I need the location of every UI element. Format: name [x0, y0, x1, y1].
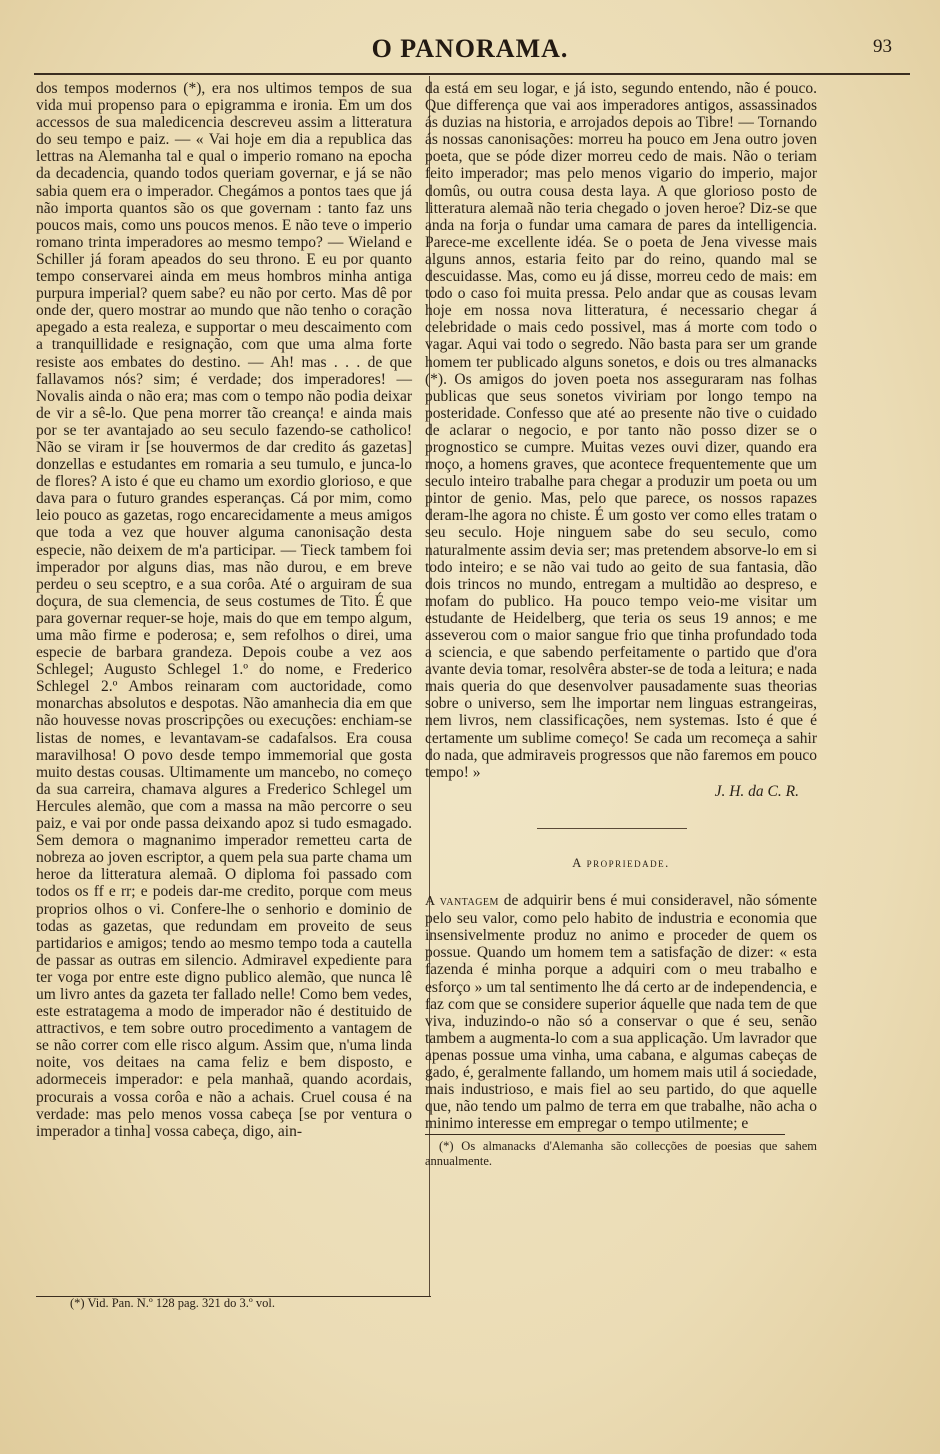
page-header [30, 34, 910, 74]
left-column [36, 80, 412, 1140]
page-title: O PANORAMA. [371, 34, 569, 63]
right-footnote: (*) Os almanacks d'Alemanha são collecções de poesias que sahem annualmente. [425, 1139, 817, 1169]
section-paragraph [425, 892, 817, 1132]
right-footnote-rule [425, 1134, 785, 1135]
left-paragraph: dos tempos modernos (*), era nos ultimos tempos de sua vida mui propenso para o epigramma e ironia. Em um dos accessos de sua maledicencia descreveu assim a litteratura do seu tempo e paiz. — « Vai hoje em dia a republica das lettras na Alemanha tal e qual o imperio romano na epocha da decadencia, quando todos queriam governar, e já se não sabia quem era o imperador. Chegámos a pontos taes que já não importa quantos são os que governam : tanto faz uns poucos mais, como uns poucos menos. E não teve o imperio romano trinta imperadores ao mesmo tempo? — Wieland e Schiller já foram apeados do seu throno. E eu por quanto tempo conservarei ainda em meus hombros minha antiga purpura imperial? quem sabe? eu não por certo. Mas dê por onde der, quero mostrar ao mundo que não tenho o coração apegado a esta realeza, e supportar o meu descaimento com a tranquillidade e resignação, com que uma alma forte resiste aos embates do destino. — Ah! mas . . . de que fallavamos nós? sim; é verdade; dos imperadores! — Novalis ainda o não era; mas com o tempo não podia deixar de vir a sê-lo. Que pena morrer tão creança! e ainda mais por se ter avantajado ao seu seculo fazendo-se catholico! Não se viram ir [se houvermos de dar credito ás gazetas] donzellas e estudantes em romaria a seu tumulo, e junca-lo de flores? A isto é que eu chamo um exordio glorioso, e que dava para o futuro grandes esperanças. Cá por mim, como leio pouco as gazetas, rogo encarecidamente a meus amigos que toda a vez que houver alguma canonisação desta especie, não deixem de m'a participar. — Tieck tambem foi imperador por alguns dias, mas não durou, e em breve perdeu o seu sceptro, e a sua corôa. Até o arguiram de sua doçura, de sua clemencia, de seus costumes de Tito. É que para governar requer-se hoje, mais do que em tempo algum, uma mão firme e poderosa; e, sem refolhos o direi, uma especie de barbara grandeza. Depois coube a vez aos Schlegel; Augusto Schlegel 1.º do nome, e Frederico Schlegel 2.º Ambos reinaram com auctoridade, como monarchas absolutos e despotas. Não amanhecia dia em que não houvesse novas proscripções ou execuções: enchiam-se listas de nomes, e levantavam-se cadafalsos. Era cousa maravilhosa! O povo desde tempo immemorial que gosta muito destas cousas. Ultimamente um mancebo, no começo da sua carreira, chamava algures a Frederico Schlegel um Hercules alemão, que com a massa na mão percorre o seu paiz, e vai por onde passa deixando apoz si tudo esmagado. Sem demora o magnanimo imperador remetteu carta de nobreza ao joven escriptor, a quem pela sua parte chama um heroe da litteratura alemaã. O diploma foi passado com todos os ff e rr; e podeis dar-me credito, porque com meus proprios olhos o vi. Confere-lhe o senhorio e dominio de todas as gazetas, que redundam em proveito de seus partidarios e amigos; tendo ao mesmo tempo toda a cautella de passar as outras em silencio. Admiravel expediente para ter voga por entre este digno publico alemão, que nunca lê um livro antes da gazeta ter fallado nelle! Como bem vedes, este estratagema a modo de imperador não é destituido de attractivos, e tem sobre outro procedimento a vantagem de se não correr com elle risco algum. Assim que, n'uma linda noite, vos deitaes na cama feliz e bem disposto, e adormeceis imperador: e pela manhaã, quando acordais, procurais a vossa corôa e não a achais. Cruel cousa é na verdade: mas pelo menos vossa cabeça [se por ventura o imperador a tinha] vossa cabeça, digo, ain- [36, 80, 412, 1140]
right-column [425, 80, 817, 1169]
section-title: A propriedade. [572, 855, 670, 870]
left-footnote: (*) Vid. Pan. N.º 128 pag. 321 do 3.º vol. [70, 1296, 276, 1310]
right-paragraph: da está em seu logar, e já isto, segundo entendo, não é pouco. Que differença que vai aos imperadores antigos, assassinados ás duzias na historia, e arrojados depois ao Tibre! — Tornando ás nossas canonisações: morreu ha pouco em Jena outro joven poeta, que se póde dizer morreu cedo de mais. Não o teriam feito imperador; mas pelo menos vigario do imperio, major domûs, ou outra cousa desta laya. A que glorioso posto de litteratura alemaã não teria chegado o joven heroe? Diz-se que anda na forja o fundar uma camara de pares da intelligencia. Parece-me excellente idéa. Se o poeta de Jena vivesse mais alguns annos, estaria feito par do reino, quando mal se descuidasse. Mas, como eu já disse, morreu cedo de mais: em todo o caso foi muita pressa. Pelo andar que as cousas levam hoje em nossa nova litteratura, é necessario chegar á celebridade o mais cedo possivel, mas á morte com todo o vagar. Aqui vai todo o segredo. Não basta para ser um grande homem ter publicado alguns sonetos, e dois ou tres almanacks (*). Os amigos do joven poeta nos asseguraram nas folhas publicas que seus sonetos viviriam por longo tempo na posteridade. Confesso que até ao presente não tive o cuidado de aclarar o negocio, e por tanto não posso dizer se o prognostico se cumpre. Muitas vezes ouvi dizer, quando era moço, a homens graves, que acontece frequentemente que um seculo inteiro trabalhe para chegar a produzir um poeta ou um pintor de genio. Mas, pelo que parece, os nossos rapazes deram-lhe agora no chiste. É um gosto ver como elles tratam o seu seculo. Hoje ninguem sabe do seu seculo, como naturalmente assim devia ser; mas pretendem absorve-lo em si todo inteiro; e se não vai tudo ao geito de sua fantasia, dão dois trincos no mundo, entregam a multidão ao despreso, e mofam do publico. Ha pouco tempo veio-me visitar um estudante de Heidelberg, que teria os seus 19 annos; e me asseverou com o maior sangue frio que tinha profundado toda a sciencia, e que sabendo perfeitamente o partido que d'ora avante devia tomar, resolvêra abster-se de toda a leitura; e nada mais queria do que desenvolver pausadamente suas theorias sobre o universo, sem lhe importar nem linguas estrangeiras, nem livros, nem classificações, nem systemas. Isto é que é certamente um sublime começo! Se cada um recomeça a sahir do nada, que admiraveis progressos que não faremos em pouco tempo! » [425, 80, 817, 781]
section-body: de adquirir bens é mui consideravel, não sómente pelo seu valor, como pelo habito de industria e economia que insensivelmente produz no animo e proceder de quem os possue. Quando um homem tem a satisfação de dizer: « esta fazenda é minha porque a adquiri com o meu trabalho e esforço » um tal sentimento lhe dá certo ar de independencia, e faz com que se considere superior áquelle que nada tem de que viva, induzindo-o não só a conservar o que é seu, senão tambem a augmenta-lo com a sua applicação. Um lavrador que apenas possue uma vinha, uma cabana, e algumas cabeças de gado, é, geralmente fallando, um homem mais util á sociedade, mais industrioso, e mais fiel ao seu partido, do que aquelle que, não tendo um palmo de terra em que trabalhe, não acha o minimo interesse em empregar o tempo utilmente; e [425, 892, 817, 1133]
header-rule [34, 73, 910, 75]
section-lead-word: A vantagem [425, 894, 499, 910]
section-separator [537, 828, 687, 829]
author-signature: J. H. da C. R. [714, 782, 799, 800]
page-number: 93 [873, 36, 892, 57]
